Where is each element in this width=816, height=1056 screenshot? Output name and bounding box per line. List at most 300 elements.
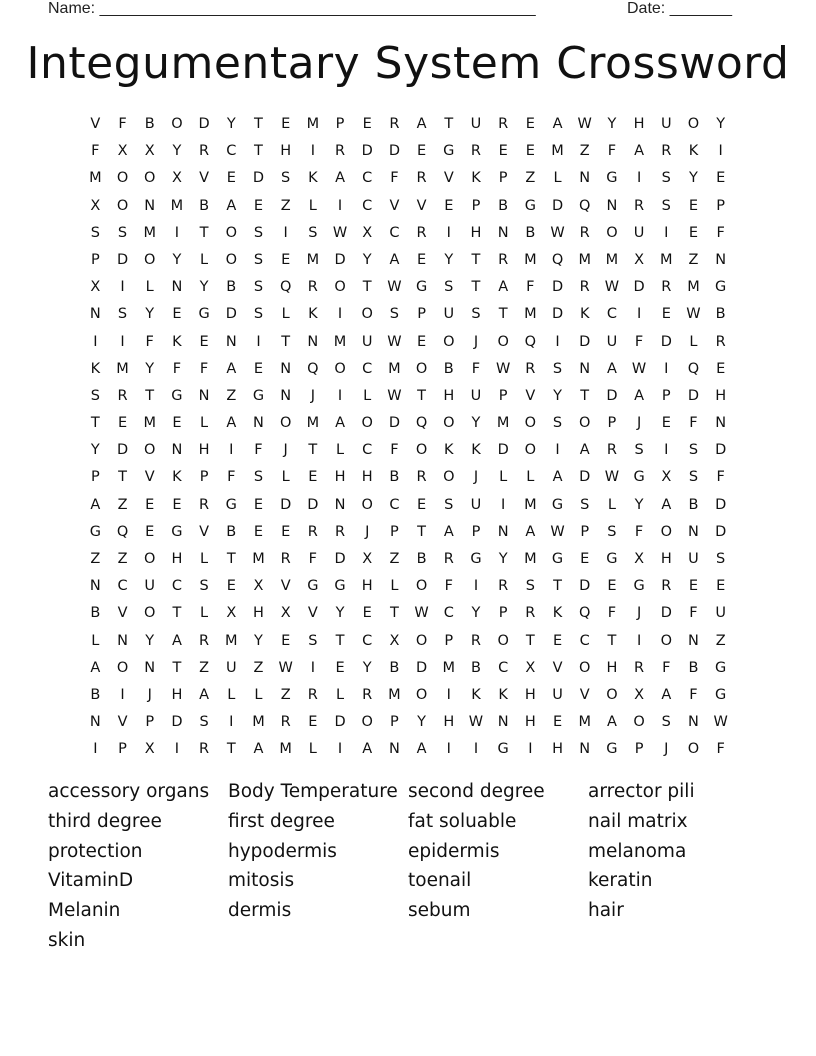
grid-letter[interactable]: N [307,333,319,350]
grid-letter[interactable]: I [555,333,561,350]
grid-letter[interactable]: O [579,415,591,432]
grid-letter[interactable]: S [117,224,128,241]
grid-letter[interactable]: U [688,551,700,567]
grid-letter[interactable]: W [387,333,403,350]
grid-letter[interactable]: B [715,306,727,323]
grid-letter[interactable]: I [337,306,343,323]
grid-letter[interactable]: L [227,686,236,703]
grid-letter[interactable]: W [631,360,647,377]
grid-letter[interactable]: N [225,333,238,350]
grid-letter[interactable]: U [443,306,455,323]
grid-letter[interactable]: I [256,333,262,350]
grid-letter[interactable]: R [498,116,509,132]
grid-letter[interactable]: E [362,116,373,132]
grid-letter[interactable]: K [471,170,482,187]
grid-letter[interactable]: N [144,197,156,214]
grid-letter[interactable]: R [199,496,210,513]
grid-letter[interactable]: E [417,251,427,268]
grid-letter[interactable]: O [524,442,537,459]
grid-letter[interactable]: S [552,360,563,377]
grid-letter[interactable]: P [634,741,644,758]
grid-letter[interactable]: M [524,496,538,513]
grid-letter[interactable]: I [501,496,506,513]
grid-letter[interactable]: A [226,360,237,377]
grid-letter[interactable]: S [661,714,672,731]
grid-letter[interactable]: E [117,415,128,432]
grid-letter[interactable]: Y [90,442,101,459]
grid-letter[interactable]: A [171,632,183,649]
grid-letter[interactable]: Z [117,551,128,567]
grid-letter[interactable]: D [687,387,700,404]
grid-letter[interactable]: S [634,442,645,459]
grid-letter[interactable]: W [550,224,566,241]
grid-letter[interactable]: L [689,333,699,350]
grid-letter[interactable]: X [90,197,101,214]
grid-letter[interactable]: E [417,496,427,513]
grid-letter[interactable]: N [715,415,727,432]
grid-letter[interactable]: P [390,714,400,731]
grid-letter[interactable]: U [552,686,564,703]
grid-letter[interactable]: R [525,605,536,622]
grid-letter[interactable]: W [387,279,403,296]
grid-letter[interactable]: H [253,605,265,622]
grid-letter[interactable]: P [90,469,101,486]
grid-letter[interactable]: S [308,632,318,649]
grid-letter[interactable]: S [90,224,101,241]
grid-letter[interactable]: G [198,306,211,323]
grid-letter[interactable]: H [552,741,564,758]
grid-letter[interactable]: S [253,469,264,486]
grid-letter[interactable]: P [335,116,345,132]
grid-letter[interactable]: E [525,116,536,132]
grid-letter[interactable]: D [715,442,727,459]
grid-letter[interactable]: D [334,251,347,268]
grid-letter[interactable]: B [144,116,156,132]
grid-letter[interactable]: F [716,224,726,241]
grid-letter[interactable]: O [415,578,428,595]
grid-letter[interactable]: U [470,387,482,404]
grid-letter[interactable]: L [308,197,318,214]
grid-letter[interactable]: V [199,523,210,540]
grid-letter[interactable]: O [144,251,156,268]
grid-letter[interactable]: R [661,143,672,160]
grid-letter[interactable]: B [389,469,400,486]
grid-letter[interactable]: P [390,523,400,540]
grid-letter[interactable]: Q [116,523,129,540]
grid-letter[interactable]: S [552,415,563,432]
grid-letter[interactable]: L [200,415,209,432]
grid-letter[interactable]: A [90,659,101,676]
grid-letter[interactable]: T [444,116,454,132]
grid-letter[interactable]: W [414,605,430,622]
grid-letter[interactable]: S [253,251,264,268]
grid-letter[interactable]: E [498,143,509,160]
grid-letter[interactable]: G [171,523,184,540]
grid-letter[interactable]: N [280,387,292,404]
grid-letter[interactable]: A [335,415,346,432]
grid-letter[interactable]: E [688,197,699,214]
grid-letter[interactable]: Q [307,360,320,377]
grid-letter[interactable]: L [200,551,209,567]
grid-letter[interactable]: E [308,714,318,731]
grid-letter[interactable]: Y [145,632,155,649]
grid-letter[interactable]: A [606,714,618,731]
grid-letter[interactable]: N [497,714,510,731]
grid-letter[interactable]: K [552,605,563,622]
grid-letter[interactable]: J [147,686,153,703]
grid-letter[interactable]: M [252,714,266,731]
grid-letter[interactable]: A [226,197,237,214]
grid-letter[interactable]: M [143,415,157,432]
date-field-label[interactable]: Date: _______ [627,0,732,17]
grid-letter[interactable]: T [553,578,563,595]
grid-letter[interactable]: B [688,496,699,513]
grid-letter[interactable]: J [473,333,479,350]
grid-letter[interactable]: N [89,578,102,595]
grid-letter[interactable]: L [363,387,372,404]
grid-letter[interactable]: G [443,143,455,160]
grid-letter[interactable]: T [118,469,128,486]
grid-letter[interactable]: B [90,686,101,703]
grid-letter[interactable]: O [144,551,156,567]
grid-letter[interactable]: H [660,551,673,567]
grid-letter[interactable]: E [226,170,237,187]
grid-letter[interactable]: D [551,306,564,323]
grid-letter[interactable]: F [689,686,699,703]
grid-letter[interactable]: P [444,632,454,649]
grid-letter[interactable]: S [688,469,699,486]
grid-letter[interactable]: T [281,333,291,350]
grid-letter[interactable]: K [471,442,482,459]
grid-letter[interactable]: F [91,143,101,160]
grid-letter[interactable]: Z [199,659,210,676]
grid-letter[interactable]: D [280,496,292,513]
grid-letter[interactable]: D [579,469,591,486]
grid-letter[interactable]: R [416,469,428,486]
grid-letter[interactable]: V [416,197,428,214]
grid-letter[interactable]: N [688,632,700,649]
grid-letter[interactable]: C [389,224,400,241]
grid-letter[interactable]: E [607,578,617,595]
grid-letter[interactable]: G [715,279,727,296]
grid-letter[interactable]: I [446,741,452,758]
grid-letter[interactable]: E [525,143,536,160]
grid-letter[interactable]: O [443,469,455,486]
grid-letter[interactable]: I [446,686,452,703]
grid-letter[interactable]: R [199,632,210,649]
grid-letter[interactable]: J [310,387,316,404]
grid-letter[interactable]: X [226,605,237,622]
grid-letter[interactable]: A [199,686,210,703]
grid-letter[interactable]: R [470,143,482,160]
grid-letter[interactable]: M [687,279,701,296]
grid-letter[interactable]: T [525,632,536,649]
grid-letter[interactable]: S [253,224,264,241]
grid-letter[interactable]: E [661,415,672,432]
grid-letter[interactable]: Z [715,632,727,649]
grid-letter[interactable]: B [688,659,699,676]
grid-letter[interactable]: P [90,251,101,268]
grid-letter[interactable]: A [661,496,672,513]
grid-letter[interactable]: M [225,632,239,649]
grid-letter[interactable]: B [443,360,455,377]
grid-letter[interactable]: E [253,496,264,513]
grid-letter[interactable]: G [606,170,619,187]
grid-letter[interactable]: W [604,279,620,296]
grid-letter[interactable]: T [417,523,427,540]
grid-letter[interactable]: N [280,360,292,377]
grid-letter[interactable]: O [415,686,428,703]
grid-letter[interactable]: H [606,659,618,676]
grid-letter[interactable]: E [145,496,155,513]
grid-letter[interactable]: C [389,496,400,513]
grid-letter[interactable]: M [306,251,320,268]
grid-letter[interactable]: E [580,551,590,567]
grid-letter[interactable]: G [633,469,646,486]
grid-letter[interactable]: H [524,714,537,731]
grid-letter[interactable]: T [471,251,481,268]
grid-letter[interactable]: S [253,306,264,323]
grid-letter[interactable]: I [337,741,343,758]
grid-letter[interactable]: P [607,415,617,432]
grid-letter[interactable]: M [89,170,103,187]
grid-letter[interactable]: X [253,578,264,595]
grid-letter[interactable]: Y [689,170,699,187]
grid-letter[interactable]: E [145,523,155,540]
grid-letter[interactable]: O [443,333,455,350]
grid-letter[interactable]: E [688,578,699,595]
grid-letter[interactable]: M [170,197,184,214]
grid-letter[interactable]: I [664,224,669,241]
grid-letter[interactable]: Y [172,143,182,160]
grid-letter[interactable]: K [90,360,101,377]
grid-letter[interactable]: R [280,714,292,731]
grid-letter[interactable]: Z [525,170,536,187]
grid-letter[interactable]: F [662,659,671,676]
grid-letter[interactable]: T [389,605,400,622]
grid-letter[interactable]: W [332,224,348,241]
grid-letter[interactable]: G [633,578,646,595]
grid-letter[interactable]: T [417,387,427,404]
grid-letter[interactable]: S [471,306,482,323]
grid-letter[interactable]: E [688,224,699,241]
grid-letter[interactable]: F [308,551,318,567]
grid-letter[interactable]: V [443,170,455,187]
grid-letter[interactable]: N [171,442,183,459]
grid-letter[interactable]: E [716,360,726,377]
grid-letter[interactable]: I [229,442,234,459]
grid-letter[interactable]: B [470,659,482,676]
grid-letter[interactable]: A [634,387,645,404]
grid-letter[interactable]: H [280,143,292,160]
grid-letter[interactable]: I [636,632,642,649]
grid-letter[interactable]: L [200,251,209,268]
grid-letter[interactable]: O [660,523,673,540]
grid-letter[interactable]: F [199,360,209,377]
grid-letter[interactable]: H [334,469,346,486]
grid-letter[interactable]: K [172,333,183,350]
grid-letter[interactable]: F [390,442,400,459]
grid-letter[interactable]: Z [226,387,237,404]
grid-letter[interactable]: Z [389,551,400,567]
grid-letter[interactable]: G [470,551,483,567]
grid-letter[interactable]: C [443,605,455,622]
grid-letter[interactable]: M [252,551,266,567]
grid-letter[interactable]: C [226,143,237,160]
grid-letter[interactable]: D [660,605,673,622]
grid-letter[interactable]: I [174,741,180,758]
grid-letter[interactable]: D [416,659,428,676]
grid-letter[interactable]: L [91,632,100,649]
grid-letter[interactable]: D [497,442,510,459]
grid-letter[interactable]: E [444,197,454,214]
grid-letter[interactable]: H [524,686,537,703]
grid-letter[interactable]: Y [172,251,182,268]
grid-letter[interactable]: Z [253,659,264,676]
grid-letter[interactable]: D [715,496,727,513]
grid-letter[interactable]: K [471,686,482,703]
grid-letter[interactable]: H [198,442,211,459]
grid-letter[interactable]: S [253,279,264,296]
grid-letter[interactable]: R [199,143,210,160]
grid-letter[interactable]: U [660,116,673,132]
grid-letter[interactable]: T [308,442,318,459]
grid-letter[interactable]: F [689,605,699,622]
grid-letter[interactable]: B [226,279,237,296]
grid-letter[interactable]: T [172,605,182,622]
grid-letter[interactable]: Y [471,415,481,432]
grid-letter[interactable]: P [498,170,509,187]
grid-letter[interactable]: D [334,551,347,567]
grid-letter[interactable]: L [308,741,318,758]
grid-letter[interactable]: C [362,442,373,459]
grid-letter[interactable]: J [365,523,370,540]
grid-letter[interactable]: G [225,496,238,513]
grid-letter[interactable]: G [551,496,564,513]
grid-letter[interactable]: I [664,360,669,377]
grid-letter[interactable]: T [226,551,237,567]
grid-letter[interactable]: W [468,714,484,731]
grid-letter[interactable]: U [633,224,645,241]
grid-letter[interactable]: C [498,659,509,676]
grid-letter[interactable]: C [362,170,373,187]
grid-letter[interactable]: G [497,741,510,758]
grid-letter[interactable]: F [254,442,264,459]
grid-letter[interactable]: H [715,387,727,404]
grid-letter[interactable]: A [389,251,400,268]
grid-letter[interactable]: X [362,551,373,567]
grid-letter[interactable]: R [334,523,346,540]
grid-letter[interactable]: X [634,686,645,703]
grid-letter[interactable]: E [335,659,346,676]
grid-letter[interactable]: D [334,714,347,731]
grid-letter[interactable]: O [443,415,455,432]
grid-letter[interactable]: E [199,333,210,350]
grid-letter[interactable]: D [307,496,319,513]
grid-letter[interactable]: Y [553,387,563,404]
grid-letter[interactable]: M [143,224,157,241]
grid-letter[interactable]: E [661,306,672,323]
grid-letter[interactable]: H [361,578,374,595]
grid-letter[interactable]: E [716,578,726,595]
grid-letter[interactable]: G [715,659,727,676]
grid-letter[interactable]: I [718,143,724,160]
grid-letter[interactable]: C [117,578,129,595]
grid-letter[interactable]: S [580,496,590,513]
grid-letter[interactable]: I [93,333,98,350]
grid-letter[interactable]: V [199,170,210,187]
grid-letter[interactable]: G [89,523,102,540]
grid-letter[interactable]: I [174,224,180,241]
grid-letter[interactable]: W [387,387,403,404]
grid-letter[interactable]: Y [607,116,617,132]
grid-letter[interactable]: O [334,360,347,377]
grid-letter[interactable]: M [578,251,592,268]
grid-letter[interactable]: O [415,632,428,649]
grid-letter[interactable]: N [606,197,618,214]
grid-letter[interactable]: Y [145,306,155,323]
grid-letter[interactable]: Y [199,279,210,296]
grid-letter[interactable]: E [417,143,427,160]
grid-letter[interactable]: Q [687,360,700,377]
grid-letter[interactable]: D [116,442,129,459]
grid-letter[interactable]: S [389,306,400,323]
grid-letter[interactable]: B [226,523,237,540]
grid-letter[interactable]: M [116,360,130,377]
grid-letter[interactable]: T [607,632,617,649]
grid-letter[interactable]: Y [362,251,373,268]
grid-letter[interactable]: I [120,279,126,296]
grid-letter[interactable]: X [280,605,292,622]
grid-letter[interactable]: K [172,469,183,486]
grid-letter[interactable]: M [333,333,347,350]
grid-letter[interactable]: O [361,415,374,432]
grid-letter[interactable]: G [606,741,619,758]
grid-letter[interactable]: T [254,143,264,160]
grid-letter[interactable]: O [144,442,156,459]
grid-letter[interactable]: P [716,197,726,214]
grid-letter[interactable]: T [498,306,509,323]
grid-letter[interactable]: H [443,387,455,404]
grid-letter[interactable]: D [171,714,183,731]
grid-letter[interactable]: L [200,605,209,622]
grid-letter[interactable]: F [444,578,454,595]
grid-letter[interactable]: R [443,551,455,567]
grid-letter[interactable]: X [117,143,128,160]
grid-letter[interactable]: L [390,578,399,595]
grid-letter[interactable]: S [199,714,210,731]
grid-letter[interactable]: E [417,333,427,350]
grid-letter[interactable]: M [388,686,402,703]
grid-letter[interactable]: R [416,224,428,241]
grid-letter[interactable]: Y [362,659,373,676]
grid-letter[interactable]: I [120,686,126,703]
grid-letter[interactable]: R [334,143,346,160]
grid-letter[interactable]: E [253,523,264,540]
grid-letter[interactable]: O [687,741,700,758]
name-field-label[interactable]: Name: _________________________________________________ [48,0,536,17]
grid-letter[interactable]: E [552,714,563,731]
grid-letter[interactable]: F [634,333,644,350]
grid-letter[interactable]: L [607,496,617,513]
grid-letter[interactable]: B [199,197,210,214]
grid-letter[interactable]: D [198,116,211,132]
grid-letter[interactable]: L [499,469,508,486]
grid-letter[interactable]: T [580,387,590,404]
grid-letter[interactable]: L [281,469,291,486]
grid-letter[interactable]: G [551,551,564,567]
grid-letter[interactable]: R [715,333,727,350]
